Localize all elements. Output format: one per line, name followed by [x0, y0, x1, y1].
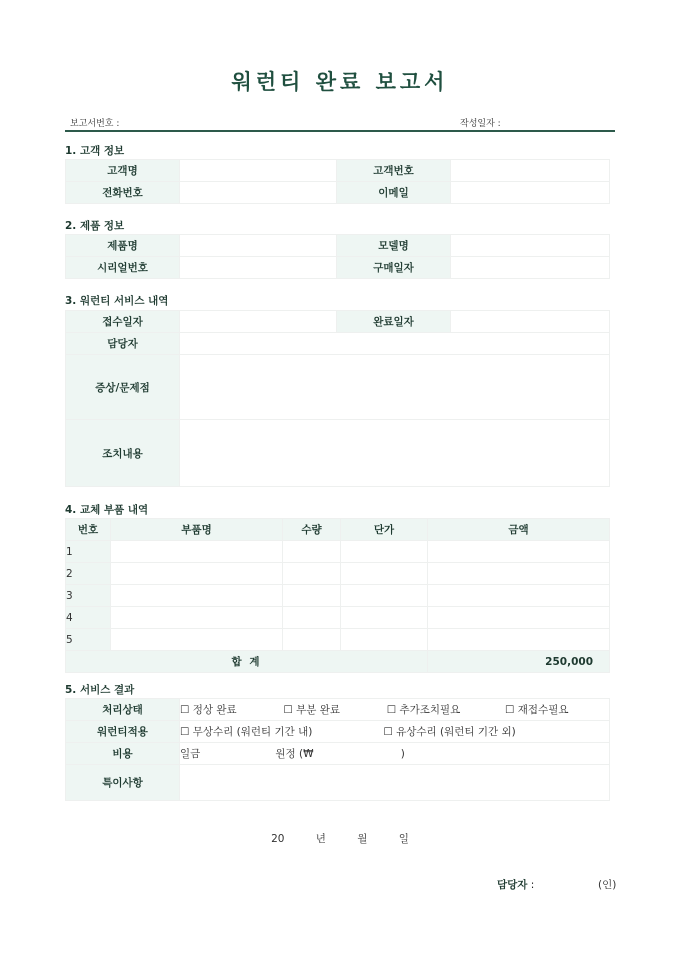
section-title-result: 5. 서비스 결과: [65, 684, 135, 696]
customer-name-label: 고객명: [66, 160, 180, 182]
part-name-cell[interactable]: [111, 629, 283, 651]
customer-name-field[interactable]: [180, 160, 337, 182]
cost-label: 비용: [66, 743, 180, 765]
status-option-partial[interactable]: ☐ 부분 완료: [283, 704, 341, 716]
parts-table: [65, 518, 610, 673]
signature-label: 담당자: [497, 879, 528, 891]
amount-cell[interactable]: [428, 607, 610, 629]
parts-header-name: 부품명: [111, 519, 283, 541]
qty-cell[interactable]: [283, 541, 341, 563]
service-history-table: [65, 310, 610, 487]
table-row: [66, 629, 610, 651]
table-row: [66, 607, 610, 629]
amount-cell[interactable]: [428, 541, 610, 563]
completed-date-field[interactable]: [451, 311, 610, 333]
date-year-prefix: 20: [271, 833, 285, 845]
qty-cell[interactable]: [283, 585, 341, 607]
section-title-customer: 1. 고객 정보: [65, 145, 125, 157]
report-meta-row: [65, 115, 615, 132]
parts-total-label: 합 계: [66, 651, 428, 673]
table-row: [66, 585, 610, 607]
cost-close: ): [400, 748, 405, 760]
amount-cell[interactable]: [428, 585, 610, 607]
price-cell[interactable]: [341, 607, 428, 629]
price-cell[interactable]: [341, 541, 428, 563]
customer-info-table: [65, 159, 610, 204]
notes-label: 특이사항: [66, 765, 180, 801]
part-name-cell[interactable]: [111, 541, 283, 563]
symptom-field[interactable]: [180, 355, 610, 420]
part-name-cell[interactable]: [111, 585, 283, 607]
model-field[interactable]: [451, 235, 610, 257]
section-title-product: 2. 제품 정보: [65, 220, 125, 232]
table-row: [66, 563, 610, 585]
seal-mark: (인): [598, 879, 617, 891]
staff-field[interactable]: [180, 333, 610, 355]
signature-block: [497, 877, 617, 892]
row-number: 1: [66, 541, 111, 563]
received-date-label: 접수일자: [66, 311, 180, 333]
warranty-label: 워런티적용: [66, 721, 180, 743]
parts-header-qty: 수량: [283, 519, 341, 541]
phone-field[interactable]: [180, 182, 337, 204]
price-cell[interactable]: [341, 585, 428, 607]
row-number: 4: [66, 607, 111, 629]
service-result-table: [65, 698, 610, 801]
status-option-resubmit[interactable]: ☐ 재접수필요: [505, 704, 569, 716]
notes-field[interactable]: [180, 765, 610, 801]
staff-label: 담당자: [66, 333, 180, 355]
page-title: 워런티 완료 보고서: [231, 70, 449, 94]
parts-header-price: 단가: [341, 519, 428, 541]
qty-cell[interactable]: [283, 607, 341, 629]
purchase-date-field[interactable]: [451, 257, 610, 279]
serial-field[interactable]: [180, 257, 337, 279]
section-title-parts: 4. 교체 부품 내역: [65, 504, 149, 516]
cost-suffix: 원정 (₩: [275, 748, 314, 760]
signature-colon: :: [530, 879, 535, 891]
cost-prefix: 일금: [180, 748, 201, 760]
report-number-label: 보고서번호 :: [70, 119, 120, 129]
written-date-label: 작성일자 :: [460, 119, 501, 129]
row-number: 5: [66, 629, 111, 651]
price-cell[interactable]: [341, 563, 428, 585]
purchase-date-label: 구매일자: [337, 257, 451, 279]
product-info-table: [65, 234, 610, 279]
received-date-field[interactable]: [180, 311, 337, 333]
serial-label: 시리얼번호: [66, 257, 180, 279]
qty-cell[interactable]: [283, 563, 341, 585]
qty-cell[interactable]: [283, 629, 341, 651]
cost-field[interactable]: [180, 743, 610, 765]
parts-total-value: 250,000: [428, 651, 610, 673]
price-cell[interactable]: [341, 629, 428, 651]
warranty-option-paid[interactable]: ☐ 유상수리 (워런티 기간 외): [383, 726, 516, 738]
product-name-field[interactable]: [180, 235, 337, 257]
email-field[interactable]: [451, 182, 610, 204]
part-name-cell[interactable]: [111, 563, 283, 585]
symptom-label: 증상/문제점: [66, 355, 180, 420]
email-label: 이메일: [337, 182, 451, 204]
date-line: [0, 831, 680, 846]
date-month-label: 월: [357, 833, 368, 845]
status-option-complete[interactable]: ☐ 정상 완료: [180, 704, 237, 716]
phone-label: 전화번호: [66, 182, 180, 204]
status-option-followup[interactable]: ☐ 추가조치필요: [386, 704, 461, 716]
customer-number-label: 고객번호: [337, 160, 451, 182]
warranty-option-free[interactable]: ☐ 무상수리 (워런티 기간 내): [180, 726, 313, 738]
status-label: 처리상태: [66, 699, 180, 721]
model-label: 모델명: [337, 235, 451, 257]
customer-number-field[interactable]: [451, 160, 610, 182]
row-number: 2: [66, 563, 111, 585]
row-number: 3: [66, 585, 111, 607]
product-name-label: 제품명: [66, 235, 180, 257]
parts-header-no: 번호: [66, 519, 111, 541]
amount-cell[interactable]: [428, 563, 610, 585]
action-field[interactable]: [180, 420, 610, 487]
date-day-label: 일: [398, 833, 409, 845]
parts-header-amount: 금액: [428, 519, 610, 541]
status-options: [180, 699, 610, 721]
amount-cell[interactable]: [428, 629, 610, 651]
action-label: 조치내용: [66, 420, 180, 487]
completed-date-label: 완료일자: [337, 311, 451, 333]
table-row: [66, 541, 610, 563]
date-year-label: 년: [315, 833, 326, 845]
section-title-service: 3. 워런티 서비스 내역: [65, 295, 169, 307]
part-name-cell[interactable]: [111, 607, 283, 629]
warranty-options: [180, 721, 610, 743]
